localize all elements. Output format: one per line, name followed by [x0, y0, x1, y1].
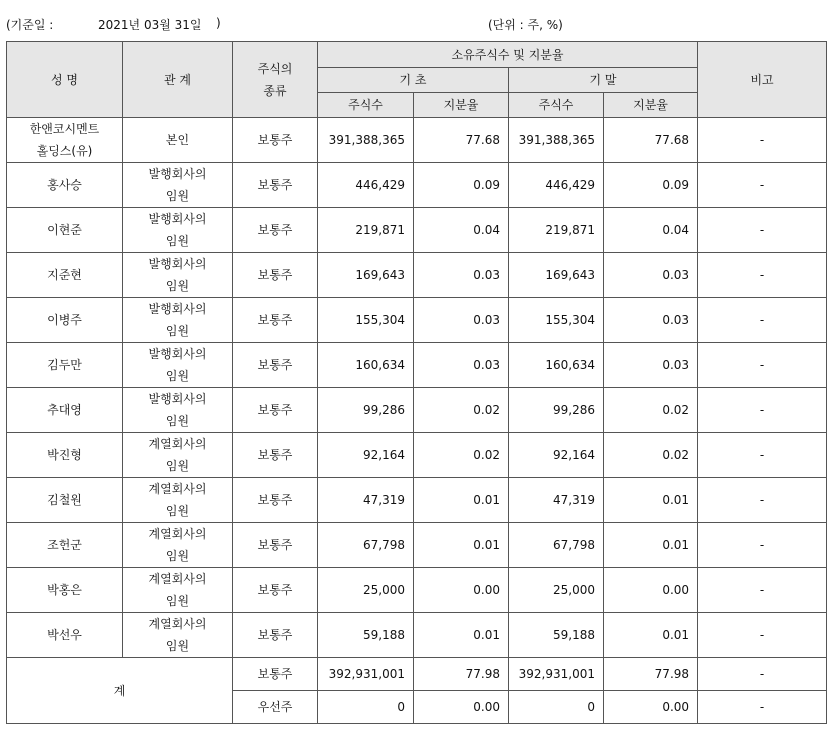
cell-begin-ratio: 0.01	[414, 613, 509, 658]
cell-name: 이병주	[7, 298, 123, 343]
cell-name: 박선우	[7, 613, 123, 658]
cell-relation: 발행회사의 임원	[123, 208, 233, 253]
cell-relation: 계열회사의 임원	[123, 433, 233, 478]
cell-begin-ratio: 0.03	[414, 343, 509, 388]
cell-note: -	[698, 253, 827, 298]
cell-relation: 발행회사의 임원	[123, 163, 233, 208]
cell-stock-type: 보통주	[233, 343, 318, 388]
cell-stock-type: 보통주	[233, 118, 318, 163]
cell-end-shares: 0	[509, 691, 604, 724]
header-stock-type: 주식의 종류	[233, 42, 318, 118]
header-end-ratio: 지분율	[604, 93, 698, 118]
cell-note: -	[698, 691, 827, 724]
cell-end-ratio: 77.98	[604, 658, 698, 691]
cell-stock-type: 보통주	[233, 298, 318, 343]
cell-stock-type: 보통주	[233, 568, 318, 613]
cell-end-ratio: 0.01	[604, 613, 698, 658]
cell-end-ratio: 0.01	[604, 523, 698, 568]
table-row	[7, 388, 827, 433]
header-end-shares: 주식수	[509, 93, 604, 118]
cell-begin-ratio: 77.98	[414, 658, 509, 691]
cell-begin-shares: 25,000	[318, 568, 414, 613]
table-body	[7, 118, 827, 724]
header-ownership: 소유주식수 및 지분율	[318, 42, 698, 68]
table-row	[7, 478, 827, 523]
base-date-suffix: )	[216, 16, 221, 30]
cell-stock-type: 우선주	[233, 691, 318, 724]
header-begin-ratio: 지분율	[414, 93, 509, 118]
cell-begin-shares: 99,286	[318, 388, 414, 433]
base-date-prefix: (기준일 :	[6, 18, 54, 32]
cell-end-shares: 47,319	[509, 478, 604, 523]
cell-end-shares: 219,871	[509, 208, 604, 253]
cell-note: -	[698, 478, 827, 523]
cell-name: 김철원	[7, 478, 123, 523]
table-row	[7, 343, 827, 388]
cell-begin-ratio: 77.68	[414, 118, 509, 163]
base-date-value: 2021년 03월 31일	[98, 18, 202, 32]
cell-end-shares: 92,164	[509, 433, 604, 478]
cell-name: 지준현	[7, 253, 123, 298]
table-row	[7, 613, 827, 658]
cell-name: 홍사승	[7, 163, 123, 208]
table-row	[7, 568, 827, 613]
cell-note: -	[698, 208, 827, 253]
cell-begin-ratio: 0.01	[414, 478, 509, 523]
cell-end-ratio: 0.09	[604, 163, 698, 208]
cell-end-ratio: 0.03	[604, 343, 698, 388]
cell-relation: 계열회사의 임원	[123, 478, 233, 523]
cell-end-shares: 391,388,365	[509, 118, 604, 163]
header-relation: 관 계	[123, 42, 233, 118]
cell-end-ratio: 0.00	[604, 568, 698, 613]
cell-relation: 발행회사의 임원	[123, 343, 233, 388]
table-meta	[0, 0, 834, 40]
cell-end-shares: 160,634	[509, 343, 604, 388]
cell-begin-ratio: 0.09	[414, 163, 509, 208]
header-begin-shares: 주식수	[318, 93, 414, 118]
cell-end-shares: 99,286	[509, 388, 604, 433]
table-row	[7, 523, 827, 568]
cell-end-ratio: 0.01	[604, 478, 698, 523]
cell-end-shares: 59,188	[509, 613, 604, 658]
cell-note: -	[698, 523, 827, 568]
cell-end-ratio: 0.02	[604, 388, 698, 433]
cell-begin-ratio: 0.02	[414, 388, 509, 433]
cell-end-shares: 446,429	[509, 163, 604, 208]
cell-begin-shares: 0	[318, 691, 414, 724]
cell-note: -	[698, 568, 827, 613]
cell-end-shares: 25,000	[509, 568, 604, 613]
cell-note: -	[698, 433, 827, 478]
cell-begin-shares: 47,319	[318, 478, 414, 523]
table-row	[7, 163, 827, 208]
cell-relation: 발행회사의 임원	[123, 253, 233, 298]
cell-begin-ratio: 0.02	[414, 433, 509, 478]
cell-name: 박진형	[7, 433, 123, 478]
cell-begin-shares: 155,304	[318, 298, 414, 343]
cell-relation: 발행회사의 임원	[123, 388, 233, 433]
cell-begin-ratio: 0.00	[414, 568, 509, 613]
cell-stock-type: 보통주	[233, 163, 318, 208]
table-row	[7, 208, 827, 253]
cell-relation: 본인	[123, 118, 233, 163]
cell-name: 김두만	[7, 343, 123, 388]
cell-end-shares: 392,931,001	[509, 658, 604, 691]
cell-end-ratio: 0.04	[604, 208, 698, 253]
cell-relation: 계열회사의 임원	[123, 613, 233, 658]
cell-stock-type: 보통주	[233, 523, 318, 568]
header-name: 성 명	[7, 42, 123, 118]
cell-note: -	[698, 298, 827, 343]
cell-note: -	[698, 658, 827, 691]
cell-note: -	[698, 118, 827, 163]
cell-begin-shares: 446,429	[318, 163, 414, 208]
cell-end-shares: 155,304	[509, 298, 604, 343]
cell-end-shares: 67,798	[509, 523, 604, 568]
cell-note: -	[698, 613, 827, 658]
cell-name: 추대영	[7, 388, 123, 433]
cell-stock-type: 보통주	[233, 478, 318, 523]
cell-begin-shares: 92,164	[318, 433, 414, 478]
cell-relation: 계열회사의 임원	[123, 523, 233, 568]
cell-end-ratio: 0.00	[604, 691, 698, 724]
table-header	[7, 42, 827, 118]
cell-name: 조헌군	[7, 523, 123, 568]
cell-stock-type: 보통주	[233, 658, 318, 691]
cell-begin-shares: 169,643	[318, 253, 414, 298]
table-row	[7, 253, 827, 298]
cell-name: 박홍은	[7, 568, 123, 613]
cell-name: 한앤코시멘트 홀딩스(유)	[7, 118, 123, 163]
header-note: 비고	[698, 42, 827, 118]
table-row	[7, 433, 827, 478]
table-row	[7, 298, 827, 343]
cell-begin-shares: 160,634	[318, 343, 414, 388]
header-period-end: 기 말	[509, 68, 698, 93]
cell-begin-ratio: 0.00	[414, 691, 509, 724]
cell-begin-ratio: 0.04	[414, 208, 509, 253]
cell-begin-ratio: 0.03	[414, 253, 509, 298]
cell-begin-shares: 219,871	[318, 208, 414, 253]
cell-stock-type: 보통주	[233, 388, 318, 433]
cell-end-ratio: 0.03	[604, 298, 698, 343]
total-label: 계	[7, 658, 233, 724]
cell-relation: 계열회사의 임원	[123, 568, 233, 613]
cell-end-ratio: 0.03	[604, 253, 698, 298]
header-period-begin: 기 초	[318, 68, 509, 93]
cell-begin-shares: 67,798	[318, 523, 414, 568]
cell-begin-ratio: 0.03	[414, 298, 509, 343]
cell-begin-shares: 392,931,001	[318, 658, 414, 691]
cell-end-shares: 169,643	[509, 253, 604, 298]
cell-begin-ratio: 0.01	[414, 523, 509, 568]
total-row	[7, 658, 827, 691]
cell-begin-shares: 59,188	[318, 613, 414, 658]
cell-stock-type: 보통주	[233, 208, 318, 253]
cell-end-ratio: 77.68	[604, 118, 698, 163]
cell-stock-type: 보통주	[233, 433, 318, 478]
cell-note: -	[698, 388, 827, 433]
cell-stock-type: 보통주	[233, 613, 318, 658]
cell-name: 이현준	[7, 208, 123, 253]
cell-begin-shares: 391,388,365	[318, 118, 414, 163]
cell-relation: 발행회사의 임원	[123, 298, 233, 343]
table-row	[7, 118, 827, 163]
cell-note: -	[698, 343, 827, 388]
cell-note: -	[698, 163, 827, 208]
unit-label: (단위 : 주, %)	[488, 18, 563, 32]
cell-end-ratio: 0.02	[604, 433, 698, 478]
cell-stock-type: 보통주	[233, 253, 318, 298]
shareholder-table	[6, 41, 827, 724]
